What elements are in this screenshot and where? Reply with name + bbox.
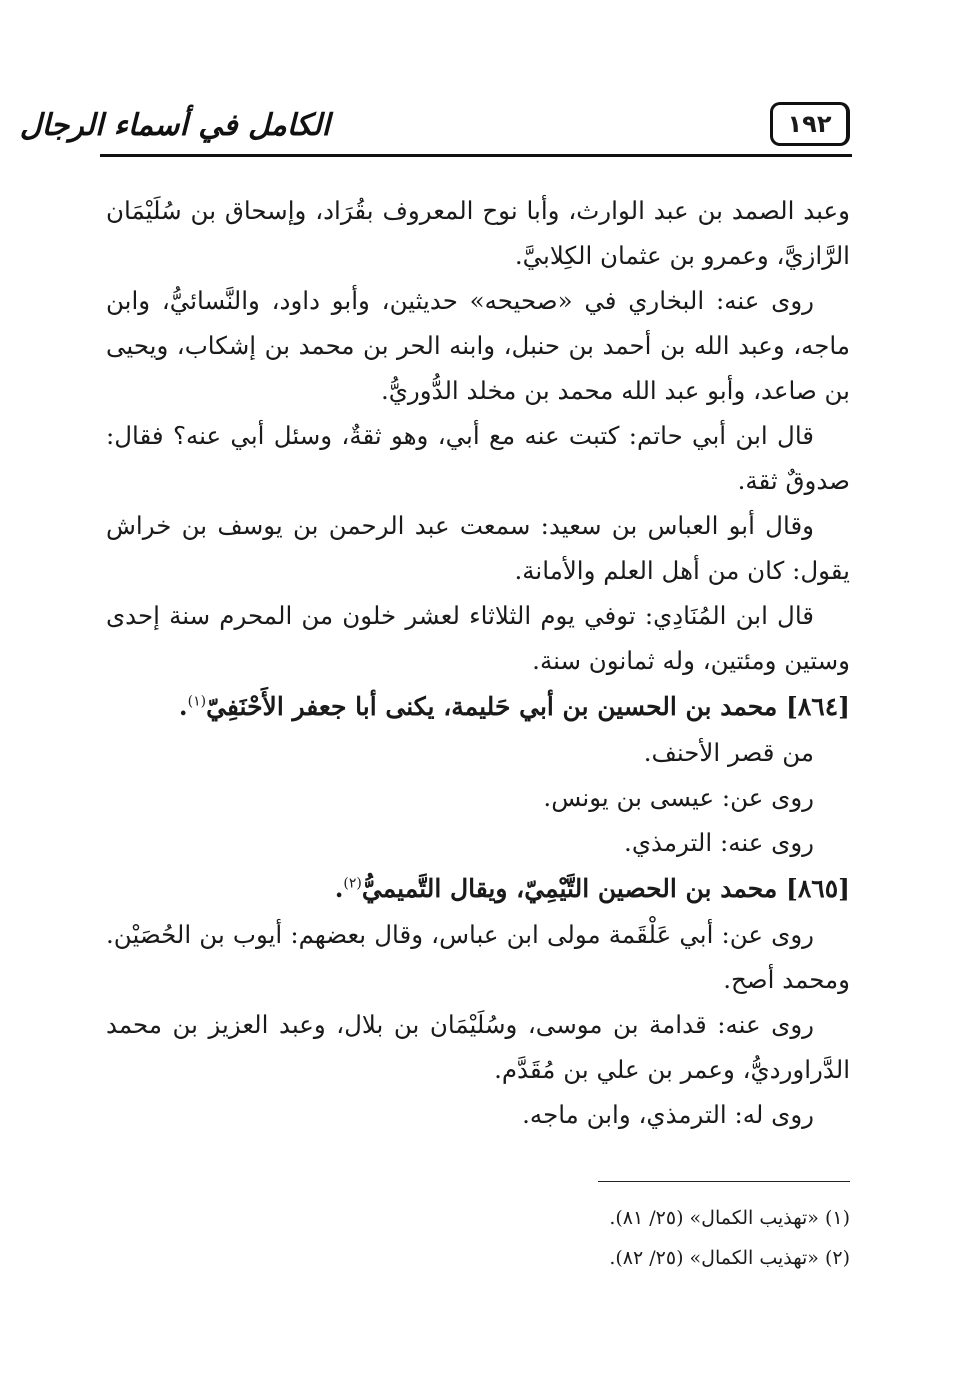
entry-heading-text: [٨٦٤] محمد بن الحسين بن أبي حَليمة، يكنى أبا جعفر الأَحْنَفِيّ — [206, 692, 850, 721]
paragraph: روى عنه: البخاري في «صحيحه» حديثين، وأبو داود، والنَّسائيُّ، وابن ماجه، وعبد الله بن أحمد بن حنبل، وابنه الحر بن محمد بن إشكاب، ويحيى بن صاعد، وأبو عبد الله محمد بن مخلد الدُّوريُّ. — [106, 286, 850, 405]
paragraph: روى عن: عيسى بن يونس. — [543, 783, 814, 812]
paragraph: وقال أبو العباس بن سعيد: سمعت عبد الرحمن بن يوسف بن خراش يقول: كان من أهل العلم والأمانة. — [106, 511, 850, 585]
paragraph: روى عنه: قدامة بن موسى، وسُلَيْمَان بن بلال، وعبد العزيز بن محمد الدَّراورديُّ، وعمر بن علي بن مُقَدَّم. — [106, 1010, 850, 1084]
main-text — [106, 188, 850, 1137]
entry-heading-tail: . — [334, 874, 344, 903]
paragraph: قال ابن أبي حاتم: كتبت عنه مع أبي، وهو ثقةٌ، وسئل أبي عنه؟ فقال: صدوقٌ ثقة. — [106, 421, 850, 495]
footnote: (٢) «تهذيب الكمال» (٢٥/ ٨٢). — [609, 1247, 850, 1269]
paragraph: قال ابن المُنَادِي: توفي يوم الثلاثاء لعشر خلون من المحرم سنة إحدى وستين ومئتين، وله ثمانون سنة. — [106, 601, 850, 675]
header-rule — [100, 154, 852, 157]
footnote-ref: (٢) — [343, 875, 362, 892]
paragraph: روى عنه: الترمذي. — [624, 828, 814, 857]
paragraph: روى عن: أبي عَلْقَمة مولى ابن عباس، وقال بعضهم: أيوب بن الحُصَيْن. ومحمد أصح. — [106, 920, 850, 994]
page-number: ١٩٢ — [770, 102, 850, 146]
running-header — [19, 98, 852, 158]
paragraph: وعبد الصمد بن عبد الوارث، وأبا نوح المعروف بقُرَاد، وإسحاق بن سُلَيْمَان الرَّازيَّ، وعمرو بن عثمان الكِلابيَّ. — [106, 196, 850, 270]
book-title: الكامل في أسماء الرجال — [19, 108, 330, 143]
footnote-ref: (١) — [187, 693, 207, 710]
entry-heading-865 — [106, 865, 850, 912]
entry-heading-864 — [106, 683, 850, 730]
paragraph: من قصر الأحنف. — [643, 738, 814, 767]
footnotes — [106, 1198, 850, 1278]
paragraph: روى له: الترمذي، وابن ماجه. — [522, 1100, 814, 1129]
entry-heading-tail: . — [178, 692, 188, 721]
footnote: (١) «تهذيب الكمال» (٢٥/ ٨١). — [609, 1207, 850, 1229]
footnote-separator — [598, 1181, 850, 1182]
entry-heading-text: [٨٦٥] محمد بن الحصين التَّيْمِيّ، ويقال التَّميميُّ — [361, 874, 850, 903]
